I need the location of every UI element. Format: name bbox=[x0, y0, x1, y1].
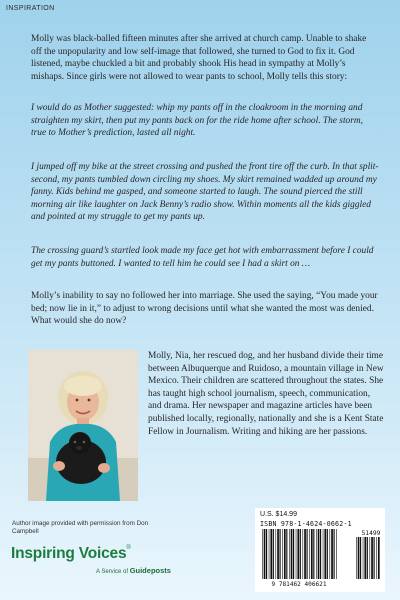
barcode-bar bbox=[370, 537, 371, 579]
barcode-bar bbox=[364, 537, 366, 579]
barcode-bar bbox=[367, 537, 368, 579]
barcode-bar bbox=[311, 529, 313, 579]
barcode-bar bbox=[304, 529, 306, 579]
barcode-bar bbox=[336, 529, 337, 579]
barcode-bar bbox=[363, 537, 364, 579]
barcode-bar bbox=[376, 537, 377, 579]
barcode-block bbox=[255, 508, 385, 592]
barcode-bar bbox=[307, 529, 308, 579]
barcode-bar bbox=[358, 537, 360, 579]
barcode-bar bbox=[291, 529, 293, 579]
price-label: U.S. $14.99 bbox=[260, 511, 297, 518]
blurb-paragraph-intro: Molly was black-balled fifteen minutes after she arrived at church camp. Unable to shake off the unpopularity and low self-image that followed, she turned to God to fix it. God listened, maybe chuckled a bit and probably shook His head in sympathy at Molly’s mishaps. Since girls were not allowed to wear pants to school, Molly tells this story: bbox=[31, 34, 367, 82]
blurb-paragraph-quote-2: I jumped off my bike at the street crossing and pushed the front tire off the curb. In that split-second, my pants tumbled down circling my shoes. My skirt remained wadded up around my fanny. Kids behind me gasped, and someone started to laugh. The sound pierced the still morning air like laughter on Jack Benny’s radio show. Within moments all the kids giggled and pointed at my struggle to get my pants up. bbox=[31, 162, 379, 222]
barcode-bar bbox=[334, 529, 335, 579]
barcode-bar bbox=[273, 529, 274, 579]
barcode-bar bbox=[309, 529, 310, 579]
barcode-main-bars bbox=[262, 529, 337, 579]
section-tag: INSPIRATION bbox=[6, 5, 55, 12]
barcode-bar bbox=[356, 537, 357, 579]
blurb-paragraph-quote-3: The crossing guard’s startled look made my face get hot with embarrassment before I could get my pants buttoned. I wanted to tell him he could see I had a skirt on … bbox=[31, 246, 374, 269]
blurb-paragraph-closing: Molly’s inability to say no followed her into marriage. She used the saying, “You made your bed; now lie in it,” to adjust to wrong decisions until what she wanted the most was denied. What would she do now? bbox=[31, 291, 378, 326]
barcode-addon-number: 51499 bbox=[361, 530, 381, 537]
barcode-bar bbox=[280, 529, 281, 579]
barcode-bar bbox=[320, 529, 321, 579]
barcode-bar bbox=[293, 529, 294, 579]
barcode-bar bbox=[264, 529, 266, 579]
barcode-bar bbox=[318, 529, 320, 579]
barcode-bar bbox=[296, 529, 297, 579]
barcode-bar bbox=[284, 529, 286, 579]
barcode-graphic bbox=[259, 529, 381, 588]
barcode-bar bbox=[297, 529, 299, 579]
barcode-bar bbox=[331, 529, 333, 579]
barcode-bar bbox=[262, 529, 263, 579]
barcode-bar bbox=[313, 529, 314, 579]
barcode-bar bbox=[300, 529, 301, 579]
photo-credit: Author image provided with permission from Don Campbell bbox=[12, 520, 149, 535]
blurb-paragraph-quote-1: I would do as Mother suggested: whip my pants off in the cloakroom in the morning and straighten my skirt, then put my pants back on for the ride home after school. The storm, true to Mother’s prediction, lasted all night. bbox=[31, 103, 363, 138]
barcode-bar bbox=[270, 529, 272, 579]
barcode-bar bbox=[277, 529, 279, 579]
publisher-name: Inspiring Voices® bbox=[11, 545, 131, 562]
barcode-addon-bars bbox=[356, 537, 380, 579]
publisher-service-line: A Service of Guideposts bbox=[96, 566, 171, 575]
barcode-bar bbox=[316, 529, 317, 579]
barcode-bar bbox=[266, 529, 267, 579]
barcode-bar bbox=[303, 529, 304, 579]
author-portrait-illustration bbox=[28, 350, 138, 501]
barcode-bar bbox=[327, 529, 328, 579]
barcode-bar bbox=[371, 537, 373, 579]
publisher-logo[interactable] bbox=[11, 545, 211, 585]
barcode-bar bbox=[378, 537, 380, 579]
barcode-bar bbox=[324, 529, 326, 579]
barcode-bar bbox=[269, 529, 270, 579]
barcode-bar bbox=[374, 537, 375, 579]
barcode-bar bbox=[282, 529, 283, 579]
barcode-bar bbox=[330, 529, 331, 579]
barcode-bar bbox=[289, 529, 290, 579]
barcode-bar bbox=[360, 537, 361, 579]
author-bio: Molly, Nia, her rescued dog, and her husband divide their time between Albuquerque and Ruidoso, a mountain village in New Mexico. Their children are scattered throughout the states. She has taught high school journalism, speech, communication, and drama. Her newspaper and magazine articles have been published locally, regionally, nationally and she is a Kent State Fellow in Journalism. Writing and hiking are her passions. bbox=[148, 351, 384, 437]
barcode-bar bbox=[323, 529, 324, 579]
barcode-ean-number: 9 781462 406621 bbox=[271, 581, 327, 588]
barcode-bar bbox=[286, 529, 287, 579]
author-photo bbox=[28, 350, 138, 501]
barcode-bar bbox=[276, 529, 277, 579]
isbn-label: ISBN 978-1-4624-0662-1 bbox=[260, 520, 352, 528]
